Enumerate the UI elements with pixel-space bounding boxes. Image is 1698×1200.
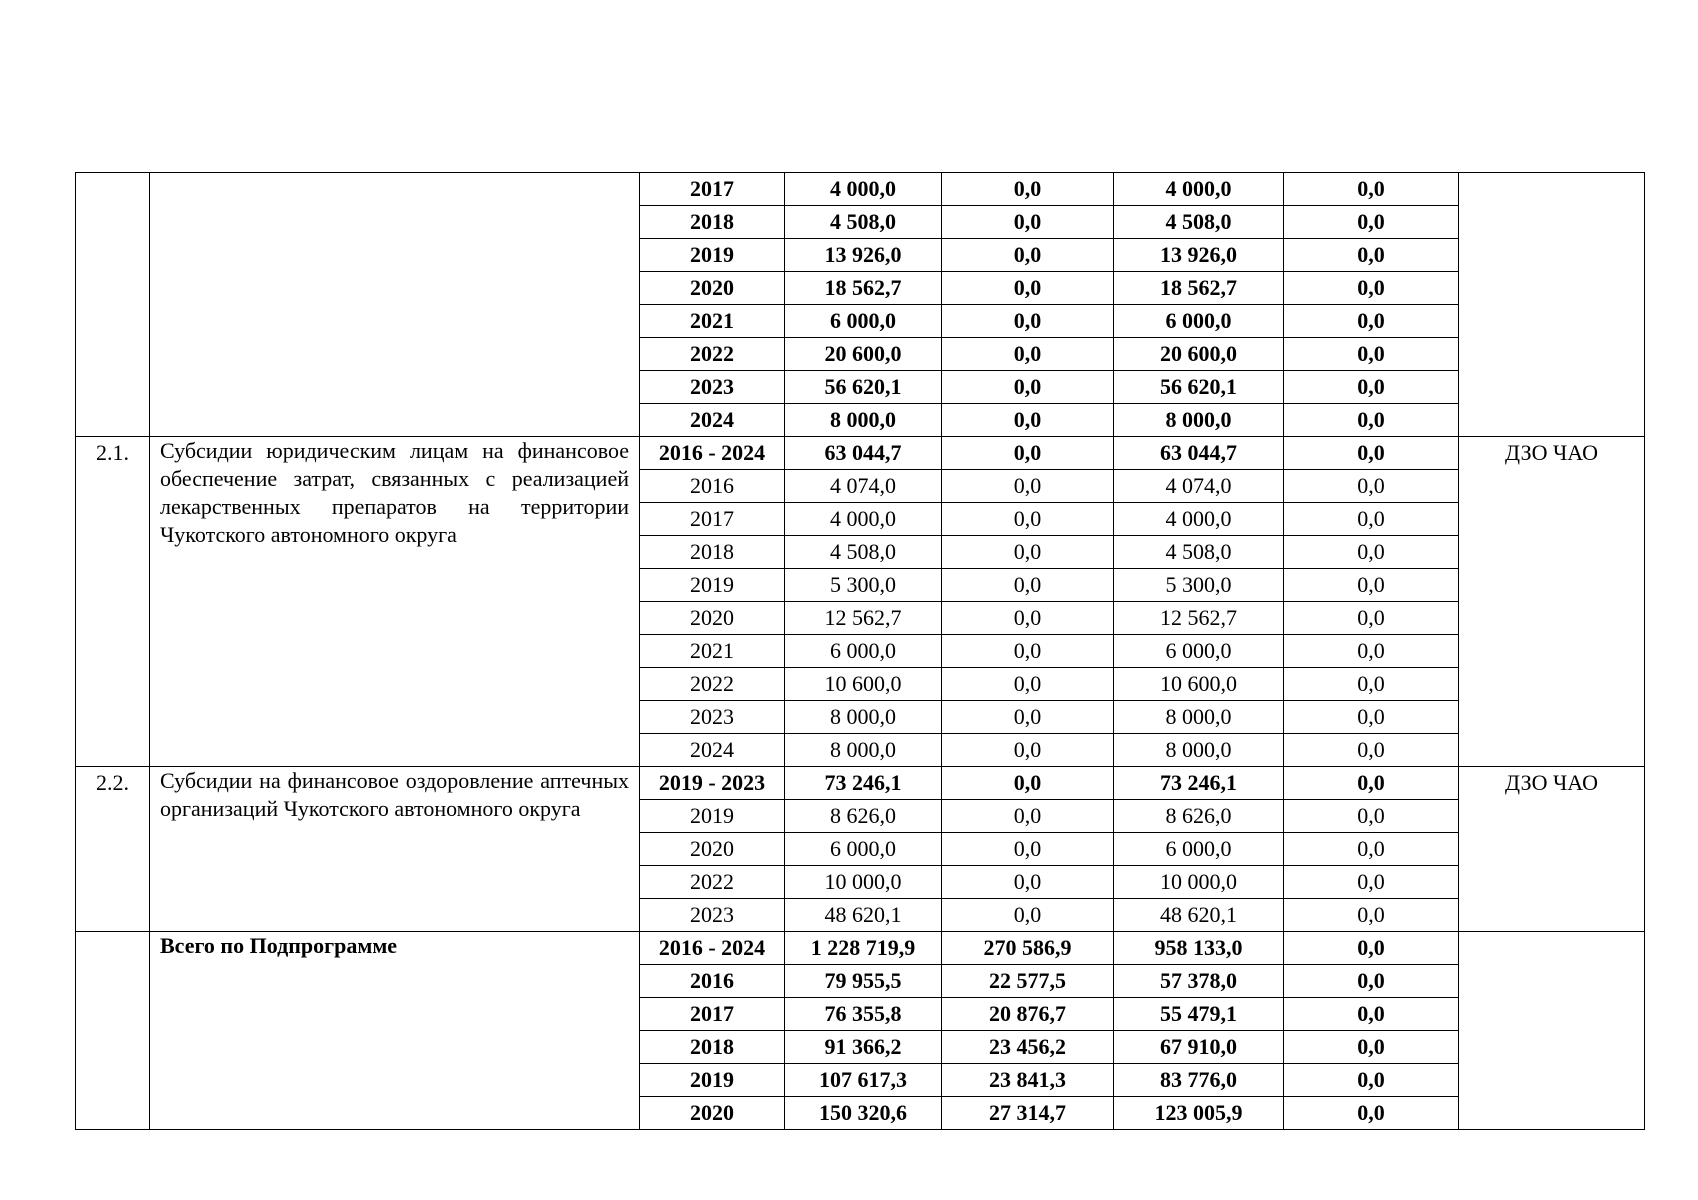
year-cell: 2019 [640, 569, 785, 602]
total-cell: 18 562,7 [785, 272, 942, 305]
federal-budget-cell: 0,0 [942, 866, 1114, 899]
total-cell: 8 000,0 [785, 404, 942, 437]
total-cell: 10 600,0 [785, 668, 942, 701]
year-cell: 2022 [640, 338, 785, 371]
regional-budget-cell: 56 620,1 [1114, 371, 1284, 404]
year-cell: 2020 [640, 602, 785, 635]
year-cell: 2021 [640, 305, 785, 338]
regional-budget-cell: 55 479,1 [1114, 998, 1284, 1031]
program-funding-table [75, 172, 1645, 1130]
total-cell: 4 000,0 [785, 503, 942, 536]
other-sources-cell: 0,0 [1284, 173, 1459, 206]
other-sources-cell: 0,0 [1284, 800, 1459, 833]
year-cell: 2016 [640, 470, 785, 503]
year-cell: 2022 [640, 668, 785, 701]
total-cell: 4 508,0 [785, 206, 942, 239]
year-cell: 2018 [640, 1031, 785, 1064]
regional-budget-cell: 67 910,0 [1114, 1031, 1284, 1064]
year-cell: 2017 [640, 998, 785, 1031]
other-sources-cell: 0,0 [1284, 734, 1459, 767]
other-sources-cell: 0,0 [1284, 569, 1459, 602]
federal-budget-cell: 23 456,2 [942, 1031, 1114, 1064]
federal-budget-cell: 20 876,7 [942, 998, 1114, 1031]
regional-budget-cell: 83 776,0 [1114, 1064, 1284, 1097]
other-sources-cell: 0,0 [1284, 899, 1459, 932]
item-name-cell: Всего по Подпрограмме [150, 932, 640, 1130]
table-row [76, 932, 1645, 965]
federal-budget-cell: 0,0 [942, 767, 1114, 800]
year-cell: 2023 [640, 899, 785, 932]
item-name-cell [150, 173, 640, 437]
other-sources-cell: 0,0 [1284, 404, 1459, 437]
item-number-cell: 2.2. [76, 767, 150, 932]
table-row [76, 173, 1645, 206]
year-cell: 2024 [640, 734, 785, 767]
total-cell: 1 228 719,9 [785, 932, 942, 965]
other-sources-cell: 0,0 [1284, 1097, 1459, 1130]
year-cell: 2022 [640, 866, 785, 899]
other-sources-cell: 0,0 [1284, 371, 1459, 404]
federal-budget-cell: 0,0 [942, 503, 1114, 536]
total-cell: 4 000,0 [785, 173, 942, 206]
item-name-cell: Субсидии на финансовое оздоровление аптечных организаций Чукотского автономного округа [150, 767, 640, 932]
responsible-executor-cell [1459, 173, 1645, 437]
total-cell: 107 617,3 [785, 1064, 942, 1097]
total-cell: 6 000,0 [785, 305, 942, 338]
other-sources-cell: 0,0 [1284, 1064, 1459, 1097]
federal-budget-cell: 23 841,3 [942, 1064, 1114, 1097]
total-cell: 63 044,7 [785, 437, 942, 470]
regional-budget-cell: 10 600,0 [1114, 668, 1284, 701]
federal-budget-cell: 0,0 [942, 602, 1114, 635]
year-cell: 2019 - 2023 [640, 767, 785, 800]
total-cell: 4 508,0 [785, 536, 942, 569]
regional-budget-cell: 4 508,0 [1114, 206, 1284, 239]
other-sources-cell: 0,0 [1284, 668, 1459, 701]
other-sources-cell: 0,0 [1284, 206, 1459, 239]
year-cell: 2018 [640, 536, 785, 569]
total-cell: 8 626,0 [785, 800, 942, 833]
regional-budget-cell: 4 000,0 [1114, 173, 1284, 206]
regional-budget-cell: 5 300,0 [1114, 569, 1284, 602]
regional-budget-cell: 4 074,0 [1114, 470, 1284, 503]
other-sources-cell: 0,0 [1284, 470, 1459, 503]
regional-budget-cell: 4 000,0 [1114, 503, 1284, 536]
federal-budget-cell: 0,0 [942, 899, 1114, 932]
regional-budget-cell: 6 000,0 [1114, 305, 1284, 338]
total-cell: 56 620,1 [785, 371, 942, 404]
regional-budget-cell: 48 620,1 [1114, 899, 1284, 932]
regional-budget-cell: 6 000,0 [1114, 833, 1284, 866]
regional-budget-cell: 18 562,7 [1114, 272, 1284, 305]
regional-budget-cell: 63 044,7 [1114, 437, 1284, 470]
table-body [76, 173, 1645, 1130]
year-cell: 2020 [640, 272, 785, 305]
item-number-cell [76, 932, 150, 1130]
regional-budget-cell: 12 562,7 [1114, 602, 1284, 635]
federal-budget-cell: 22 577,5 [942, 965, 1114, 998]
responsible-executor-cell: ДЗО ЧАО [1459, 437, 1645, 767]
year-cell: 2021 [640, 635, 785, 668]
total-cell: 20 600,0 [785, 338, 942, 371]
table-row [76, 767, 1645, 800]
total-cell: 76 355,8 [785, 998, 942, 1031]
total-cell: 79 955,5 [785, 965, 942, 998]
total-cell: 4 074,0 [785, 470, 942, 503]
year-cell: 2024 [640, 404, 785, 437]
regional-budget-cell: 4 508,0 [1114, 536, 1284, 569]
total-cell: 6 000,0 [785, 635, 942, 668]
other-sources-cell: 0,0 [1284, 833, 1459, 866]
regional-budget-cell: 123 005,9 [1114, 1097, 1284, 1130]
federal-budget-cell: 0,0 [942, 437, 1114, 470]
regional-budget-cell: 8 000,0 [1114, 404, 1284, 437]
year-cell: 2020 [640, 1097, 785, 1130]
other-sources-cell: 0,0 [1284, 239, 1459, 272]
other-sources-cell: 0,0 [1284, 503, 1459, 536]
total-cell: 10 000,0 [785, 866, 942, 899]
federal-budget-cell: 0,0 [942, 635, 1114, 668]
item-name-cell: Субсидии юридическим лицам на финансовое обеспечение затрат, связанных с реализацией лекарственных препаратов на территории Чукотского автономного округа [150, 437, 640, 767]
other-sources-cell: 0,0 [1284, 767, 1459, 800]
total-cell: 6 000,0 [785, 833, 942, 866]
federal-budget-cell: 0,0 [942, 536, 1114, 569]
total-cell: 73 246,1 [785, 767, 942, 800]
responsible-executor-cell [1459, 932, 1645, 1130]
table-row [76, 437, 1645, 470]
year-cell: 2023 [640, 701, 785, 734]
other-sources-cell: 0,0 [1284, 932, 1459, 965]
federal-budget-cell: 0,0 [942, 305, 1114, 338]
year-cell: 2017 [640, 503, 785, 536]
other-sources-cell: 0,0 [1284, 965, 1459, 998]
other-sources-cell: 0,0 [1284, 536, 1459, 569]
federal-budget-cell: 0,0 [942, 833, 1114, 866]
other-sources-cell: 0,0 [1284, 635, 1459, 668]
year-cell: 2016 - 2024 [640, 437, 785, 470]
other-sources-cell: 0,0 [1284, 437, 1459, 470]
year-cell: 2023 [640, 371, 785, 404]
federal-budget-cell: 0,0 [942, 569, 1114, 602]
year-cell: 2019 [640, 1064, 785, 1097]
year-cell: 2017 [640, 173, 785, 206]
item-number-cell [76, 173, 150, 437]
other-sources-cell: 0,0 [1284, 1031, 1459, 1064]
federal-budget-cell: 27 314,7 [942, 1097, 1114, 1130]
other-sources-cell: 0,0 [1284, 338, 1459, 371]
total-cell: 48 620,1 [785, 899, 942, 932]
regional-budget-cell: 13 926,0 [1114, 239, 1284, 272]
regional-budget-cell: 73 246,1 [1114, 767, 1284, 800]
other-sources-cell: 0,0 [1284, 701, 1459, 734]
regional-budget-cell: 10 000,0 [1114, 866, 1284, 899]
federal-budget-cell: 0,0 [942, 734, 1114, 767]
year-cell: 2019 [640, 800, 785, 833]
federal-budget-cell: 270 586,9 [942, 932, 1114, 965]
federal-budget-cell: 0,0 [942, 206, 1114, 239]
federal-budget-cell: 0,0 [942, 173, 1114, 206]
federal-budget-cell: 0,0 [942, 239, 1114, 272]
year-cell: 2019 [640, 239, 785, 272]
total-cell: 150 320,6 [785, 1097, 942, 1130]
federal-budget-cell: 0,0 [942, 272, 1114, 305]
total-cell: 12 562,7 [785, 602, 942, 635]
federal-budget-cell: 0,0 [942, 404, 1114, 437]
total-cell: 13 926,0 [785, 239, 942, 272]
year-cell: 2018 [640, 206, 785, 239]
other-sources-cell: 0,0 [1284, 866, 1459, 899]
federal-budget-cell: 0,0 [942, 701, 1114, 734]
other-sources-cell: 0,0 [1284, 602, 1459, 635]
federal-budget-cell: 0,0 [942, 800, 1114, 833]
total-cell: 8 000,0 [785, 734, 942, 767]
other-sources-cell: 0,0 [1284, 998, 1459, 1031]
total-cell: 5 300,0 [785, 569, 942, 602]
item-number-cell: 2.1. [76, 437, 150, 767]
regional-budget-cell: 20 600,0 [1114, 338, 1284, 371]
regional-budget-cell: 958 133,0 [1114, 932, 1284, 965]
year-cell: 2016 [640, 965, 785, 998]
other-sources-cell: 0,0 [1284, 305, 1459, 338]
other-sources-cell: 0,0 [1284, 272, 1459, 305]
responsible-executor-cell: ДЗО ЧАО [1459, 767, 1645, 932]
total-cell: 8 000,0 [785, 701, 942, 734]
regional-budget-cell: 6 000,0 [1114, 635, 1284, 668]
federal-budget-cell: 0,0 [942, 668, 1114, 701]
federal-budget-cell: 0,0 [942, 338, 1114, 371]
regional-budget-cell: 8 000,0 [1114, 734, 1284, 767]
year-cell: 2016 - 2024 [640, 932, 785, 965]
federal-budget-cell: 0,0 [942, 371, 1114, 404]
regional-budget-cell: 57 378,0 [1114, 965, 1284, 998]
total-cell: 91 366,2 [785, 1031, 942, 1064]
regional-budget-cell: 8 000,0 [1114, 701, 1284, 734]
regional-budget-cell: 8 626,0 [1114, 800, 1284, 833]
year-cell: 2020 [640, 833, 785, 866]
federal-budget-cell: 0,0 [942, 470, 1114, 503]
